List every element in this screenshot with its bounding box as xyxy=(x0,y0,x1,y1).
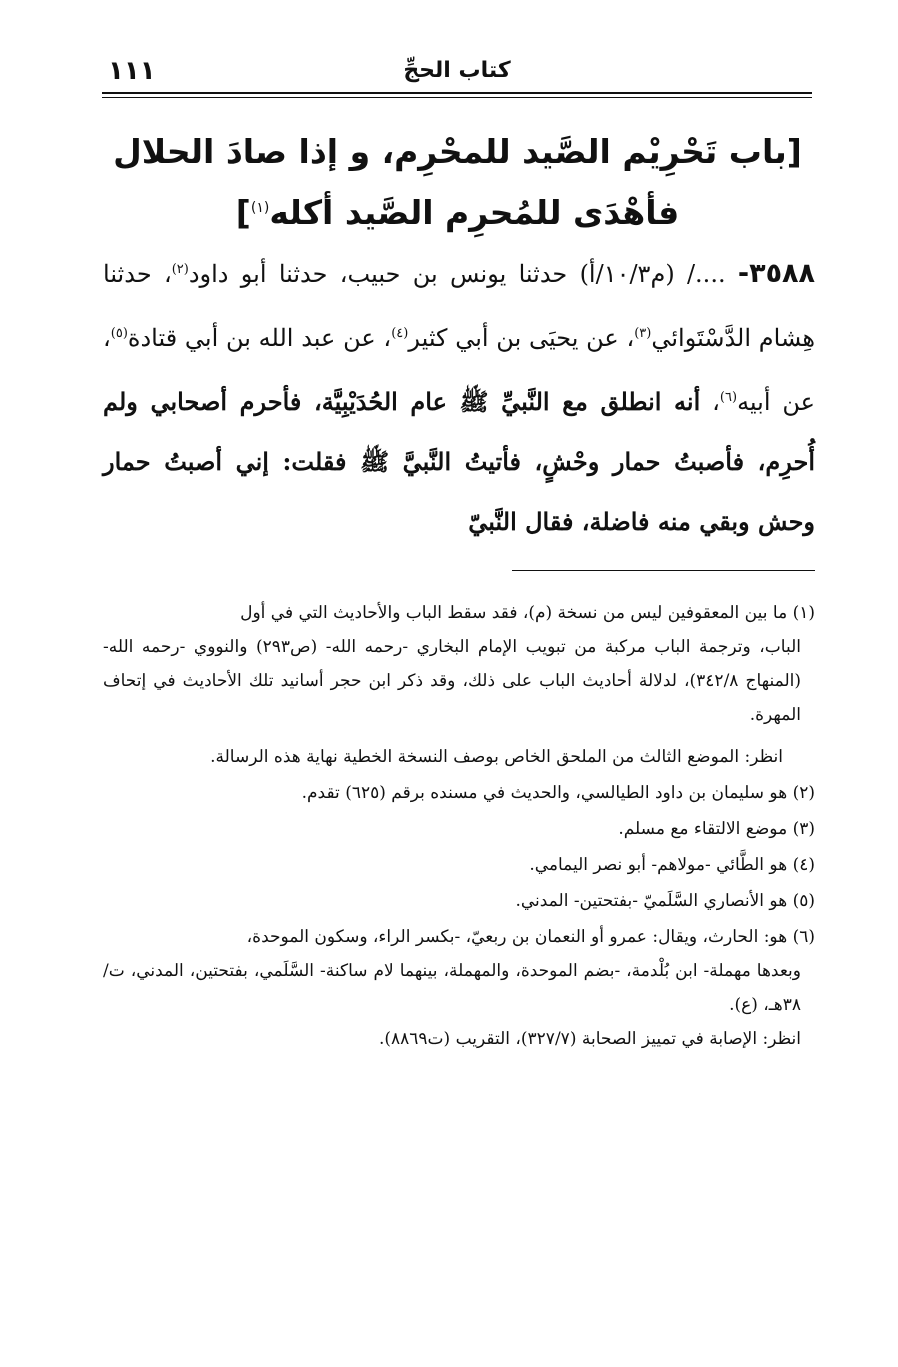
footnote-6: (٦) هو: الحارث، ويقال: عمرو أو النعمان بن ربعيّ، -بكسر الراء، وسكون الموحدة، xyxy=(246,927,815,947)
footnote-2: (٢) هو سليمان بن داود الطيالسي، والحديث في مسنده برقم (٦٢٥) تقدم. xyxy=(301,783,815,803)
footnote-1-continuation: الباب، وترجمة الباب مركبة من تبويب الإمام البخاري -رحمه الله- (ص٢٩٣) والنووي -رحمه الله- (المنهاج ٣٤٢/٨)، لدلالة أحاديث الباب على ذلك، وقد ذكر ابن حجر أسانيد تلك الأحاديث في إتحاف المهرة. xyxy=(103,637,801,725)
footnotes xyxy=(103,596,815,1056)
footnote-separator xyxy=(512,570,815,571)
footnote-1: (١) ما بين المعقوفين ليس من نسخة (م)، فقد سقط الباب والأحاديث التي في أول xyxy=(240,603,815,623)
chapter-heading-text: [باب تَحْرِيْم الصَّيد للمحْرِم، و إذا صادَ الحلال فأهْدَى للمُحرِم الصَّيد أكله xyxy=(113,132,802,232)
chapter-close-bracket: ] xyxy=(235,193,251,232)
hadith-matn: أنه انطلق مع النَّبيِّ ﷺ عام الحُدَيْبِيَّة، فأحرم أصحابي ولم أُحرِم، فأصبتُ حمار وحْشٍ، فأتيتُ النَّبيَّ ﷺ فقلت: إني أصبتُ حمار وحش وبقي منه فاضلة، فقال النَّبيّ xyxy=(103,387,815,536)
footnote-ref: (٢) xyxy=(171,262,189,277)
hadith-number: ٣٥٨٨- xyxy=(737,258,816,289)
header-rule xyxy=(102,92,812,94)
footnote-ref: (٦) xyxy=(719,390,738,405)
footnote-ref: (٤) xyxy=(391,326,409,341)
page-header xyxy=(102,58,812,90)
isnad-segment: ، حدثنا هِشام الدَّسْتَوائي xyxy=(103,260,816,352)
hadith-paragraph xyxy=(103,240,815,552)
page-number: ١١١ xyxy=(108,56,156,86)
isnad-segment: ، عن يحيَى بن أبي كثير xyxy=(408,324,635,352)
hadith-text xyxy=(103,240,815,552)
footnote-ref: (٣) xyxy=(634,326,652,341)
footnote-1-reference: انظر: الموضع الثالث من الملحق الخاص بوصف النسخة الخطية نهاية هذه الرسالة. xyxy=(210,747,783,767)
footnote-4: (٤) هو الطَّائي -مولاهم- أبو نصر اليمامي. xyxy=(529,855,815,875)
chapter-heading xyxy=(110,124,805,241)
footnote-3: (٣) موضع الالتقاء مع مسلم. xyxy=(618,819,815,839)
footnote-5: (٥) هو الأنصاري السَّلَميّ -بفتحتين- المدني. xyxy=(515,891,815,911)
footnote-ref: (٥) xyxy=(110,326,128,341)
running-title: كتاب الحجِّ xyxy=(403,58,511,83)
footnote-6-reference: انظر: الإصابة في تمييز الصحابة (٣٢٧/٧)، التقريب (ت٨٨٦٩). xyxy=(378,1029,801,1049)
footnote-6-continuation: وبعدها مهملة- ابن بُلْدمة، -بضم الموحدة، والمهملة، بينهما لام ساكنة- السَّلَمي، بفتحتين، المدني، ت/٣٨هـ، (ع). xyxy=(103,961,801,1015)
footnote-ref: (١) xyxy=(250,200,270,216)
isnad-segment: ، عن عبد الله بن أبي قتادة xyxy=(127,324,392,352)
isnad-segment: ، xyxy=(700,388,720,416)
header-rule-thin xyxy=(102,97,812,98)
isnad-segment: ..../ (م١٠/٣/أ) حدثنا يونس بن حبيب، حدثنا أبو داود xyxy=(188,260,726,288)
isnad-segment: ، عن أبيه xyxy=(103,324,815,416)
